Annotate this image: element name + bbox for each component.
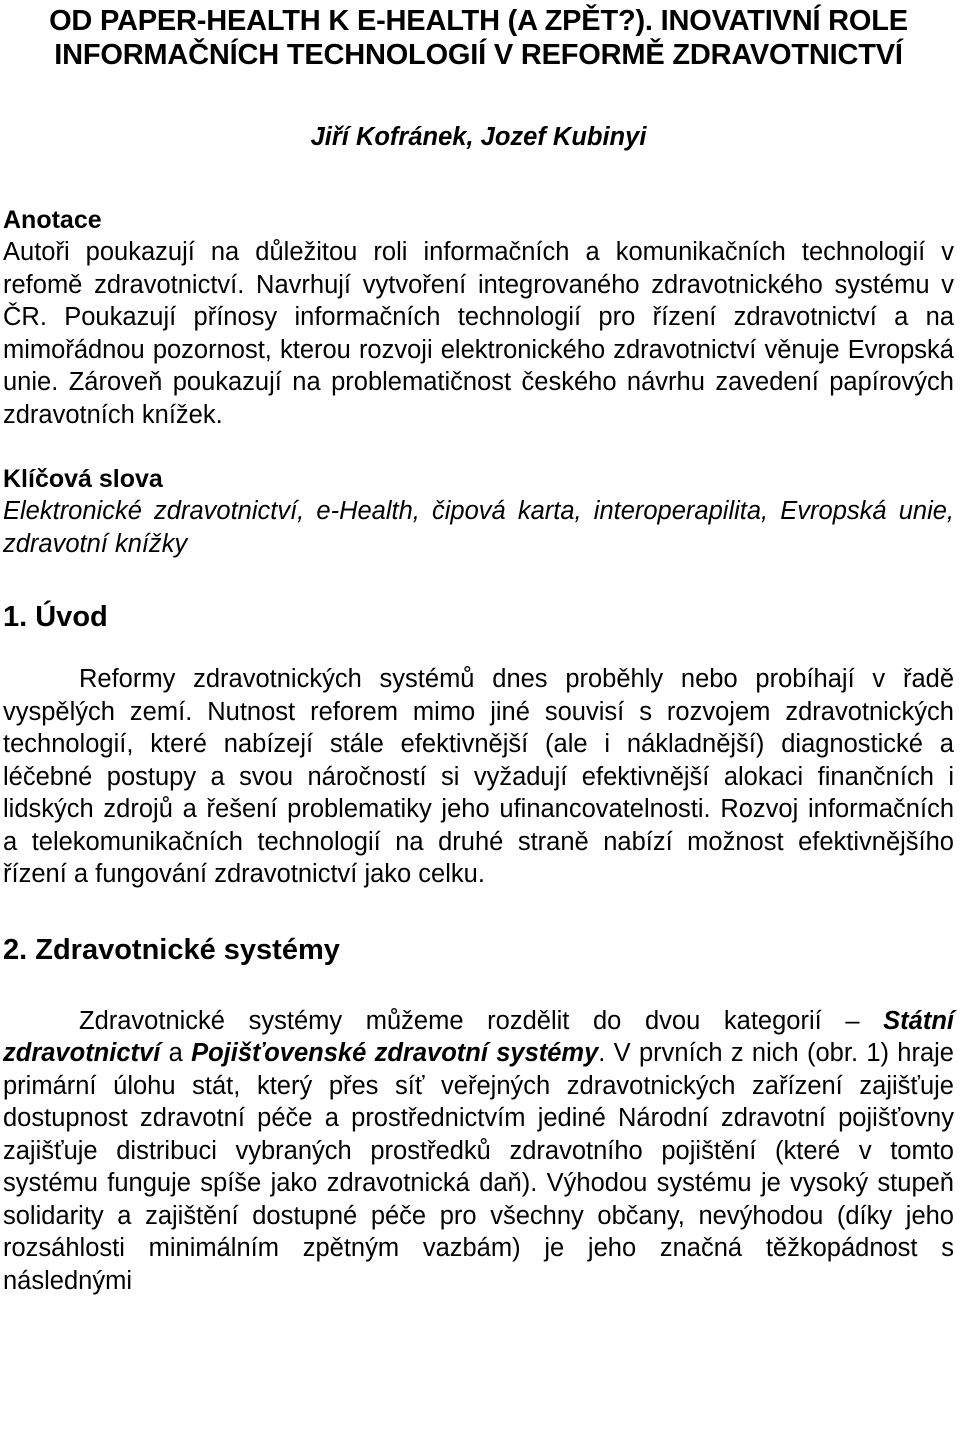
paper-title: OD PAPER-HEALTH K E-HEALTH (A ZPĚT?). INOVATIVNÍ ROLE INFORMAČNÍCH TECHNOLOGIÍ V REFORMĚ ZDRAVOTNICTVÍ [49,5,908,71]
section-2-text-after: . V prvních z nich (obr. 1) hraje primární úlohu stát, který přes síť veřejných zdravotnických zařízení zajišťuje dostupnost zdravotní péče a prostřednictvím jediné Národní zdravotní pojišťovny zajišťuje distribuci vybraných prostředků zdravotního pojištění (které v tomto systému funguje spíše jako zdravotnická daň). Výhodou systému je vysoký stupeň solidarity a zajištění dostupné péče pro všechny občany, nevýhodou (díky jeho rozsáhlosti minimálním zpětným vazbám) je jeho značná těžkopádnost s následnými [3,1039,954,1295]
section-2-heading: 2. Zdravotnické systémy [3,933,340,966]
paper-authors: Jiří Kofránek, Jozef Kubinyi [310,123,647,151]
abstract-heading: Anotace [3,206,102,234]
section-2-text-before: Zdravotnické systémy můžeme rozdělit do dvou kategorií – [79,1006,884,1035]
term-pojistovenske-systemy: Pojišťovenské zdravotní systémy [191,1039,599,1067]
section-1-text: Reformy zdravotnických systémů dnes proběhly nebo probíhají v řadě vyspělých zemí. Nutnost reforem mimo jiné souvisí s rozvojem zdravotnických technologií, které nabízejí stále efektivnější (ale i nákladnější) diagnostické a léčebné postupy a svou náročností si vyžadují efektivnější alokaci finančních i lidských zdrojů a řešení problematiky jeho ufinancovatelnosti. Rozvoj informačních a telekomunikačních technologií na druhé straně nabízí možnost efektivnějšího řízení a fungování zdravotnictví jako celku. [3,665,954,888]
term-statni-zdravotnictvi: Státní zdravotnictví [3,1006,954,1067]
section-2-text [3,1005,954,1298]
keywords-heading: Klíčová slova [3,465,163,493]
section-2-text-mid: a [160,1039,192,1067]
keywords-text: Elektronické zdravotnictví, e-Health, čipová karta, interoperapilita, Evropská unie, zdravotní knížky [3,497,954,558]
section-1-heading: 1. Úvod [3,601,108,633]
abstract-text: Autoři poukazují na důležitou roli informačních a komunikačních technologií v refomě zdravotnictví. Navrhují vytvoření integrovaného zdravotnického systému v ČR. Poukazují přínosy informačních technologií pro řízení zdravotnictví a na mimořádnou pozornost, kterou rozvoji elektronického zdravotnictví věnuje Evropská unie. Zároveň poukazují na problematičnost českého návrhu zavedení papírových zdravotních knížek. [3,238,954,429]
